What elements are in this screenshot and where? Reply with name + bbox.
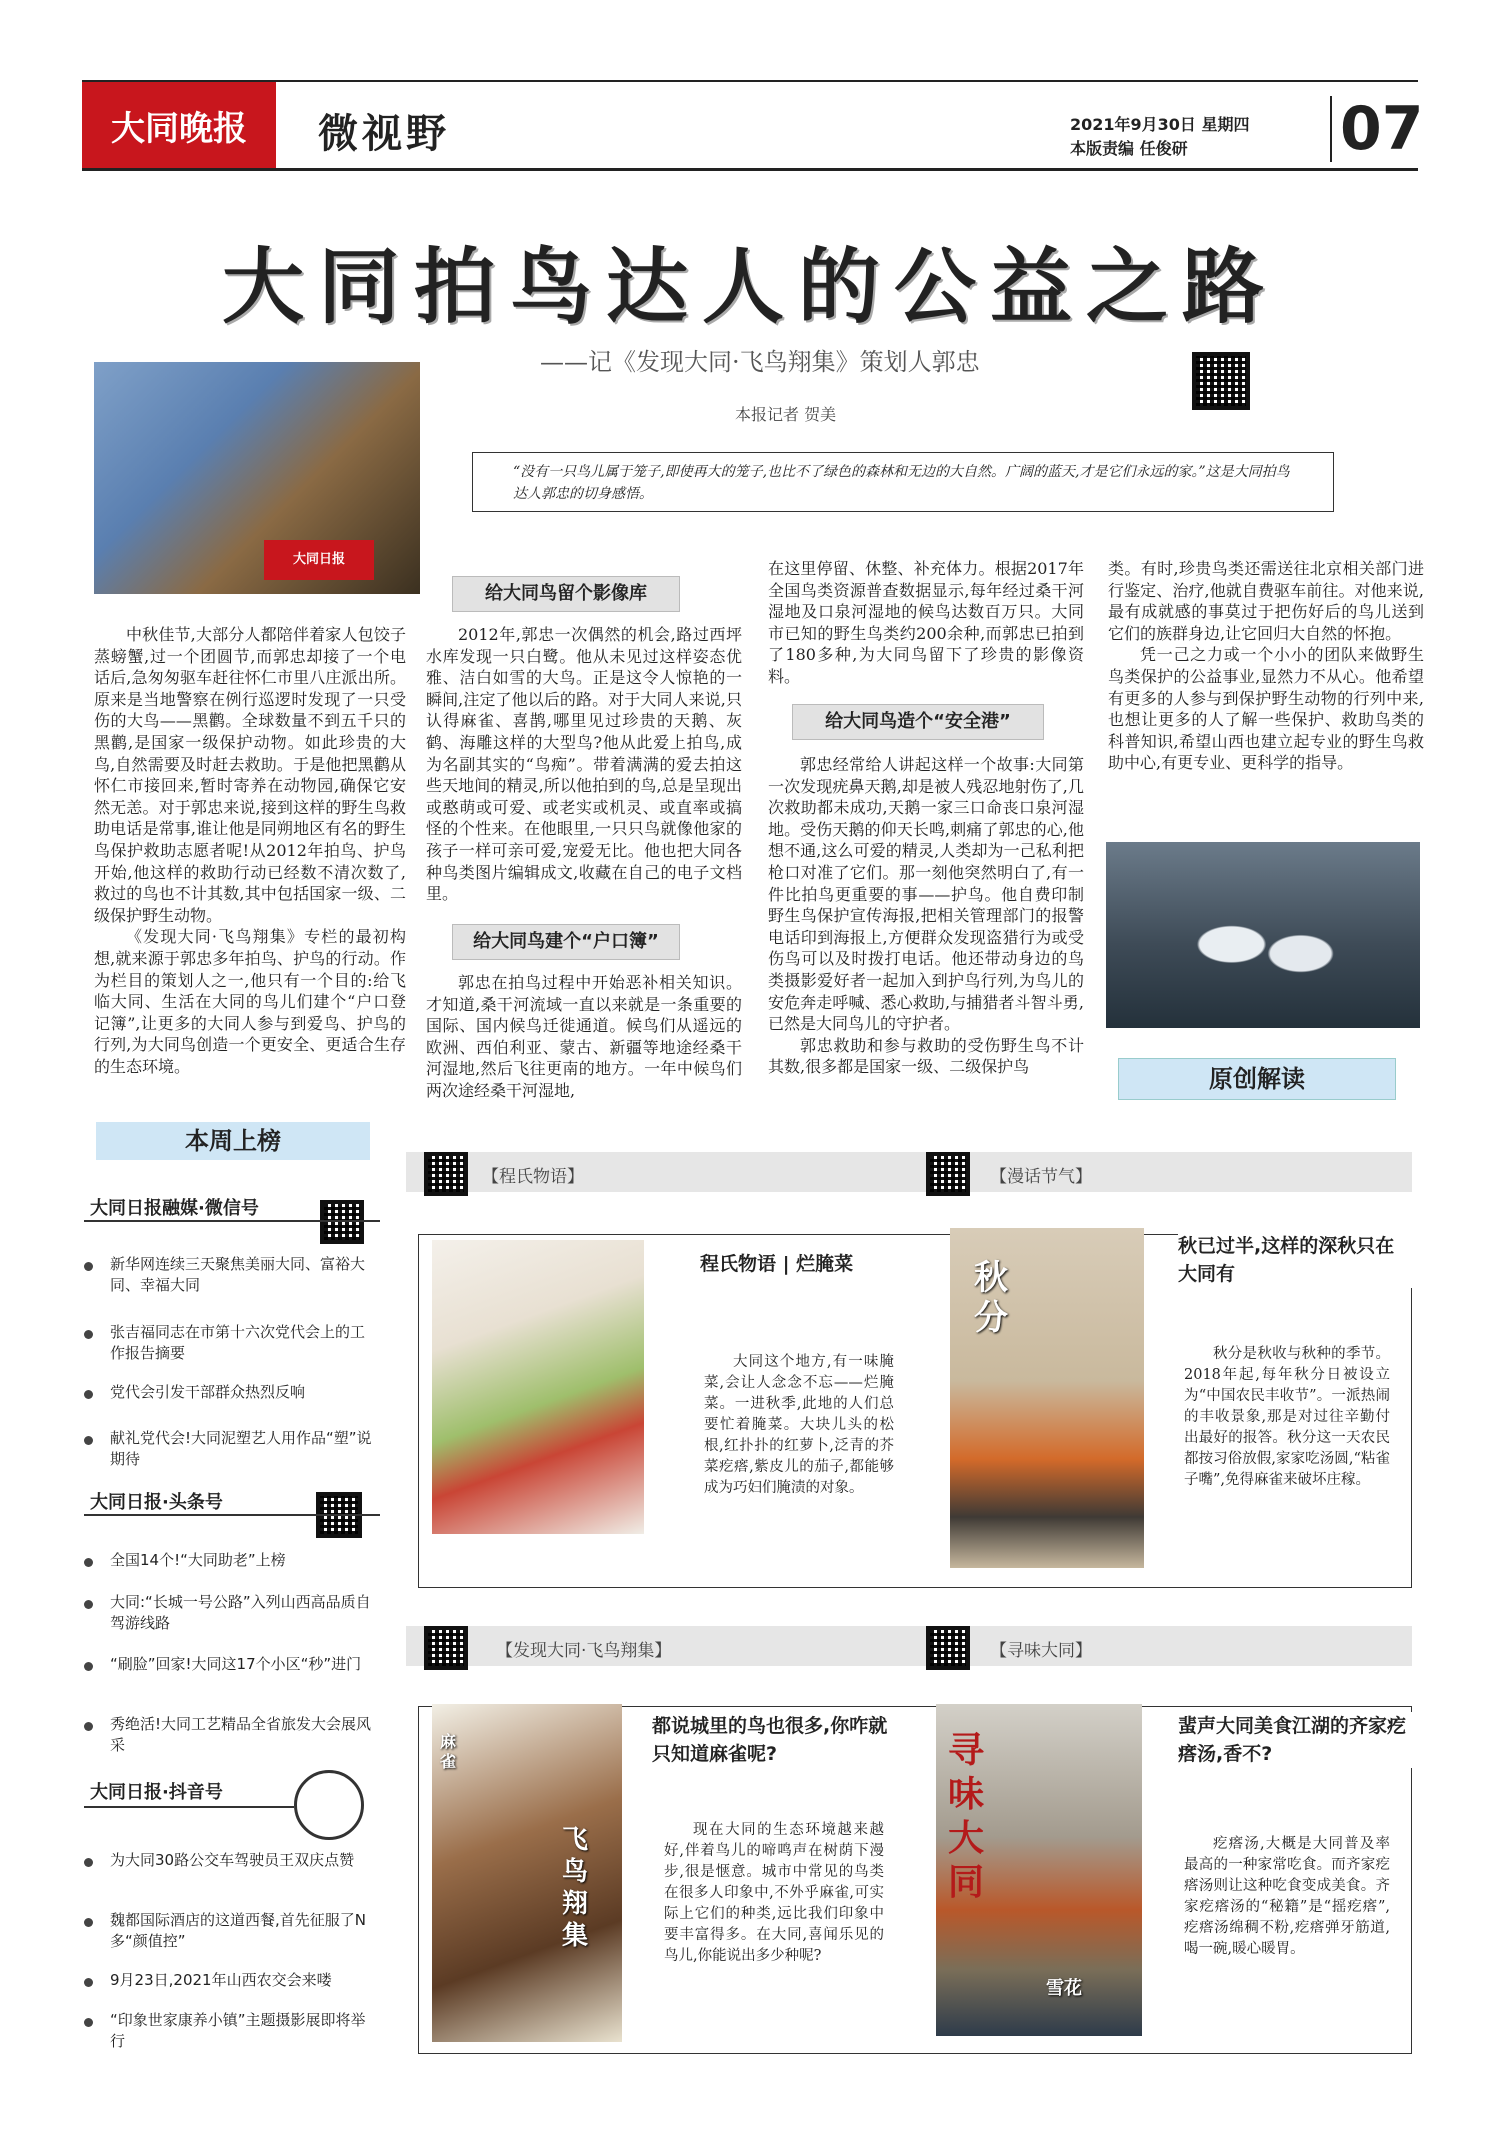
- article-byline: 本报记者 贺美: [735, 405, 837, 424]
- card-title[interactable]: 蜚声大同美食江湖的齐家疙瘩汤,香不?: [1178, 1712, 1412, 1768]
- bullet: [84, 1436, 93, 1445]
- subheading-image-library: 给大同鸟留个影像库: [452, 576, 680, 612]
- poster-title: 秋分: [974, 1258, 1008, 1338]
- article-column-3b: [768, 754, 1084, 1078]
- card-qr-code[interactable]: [424, 1626, 468, 1670]
- rank-item[interactable]: 9月23日,2021年山西农交会来喽: [110, 1971, 332, 1989]
- photo-caption-badge: 大同日报: [264, 540, 374, 580]
- rank-item[interactable]: 新华网连续三天聚焦美丽大同、富裕大同、幸福大同: [110, 1255, 366, 1294]
- paragraph: 郭忠救助和参与救助的受伤野生鸟不计其数,很多都是国家一级、二级保护鸟: [768, 1035, 1084, 1077]
- wechat-qr-code[interactable]: [320, 1200, 364, 1244]
- soup-poster: [936, 1704, 1142, 2036]
- article-title: 大同拍鸟达人的公益之路: [221, 240, 1278, 335]
- paragraph: 类。有时,珍贵鸟类还需送往北京相关部门进行鉴定、治疗,他就自费驱车前往。对他来说,最有成就感的事莫过于把伤好后的鸟儿送到它们的族群身边,让它回归大自然的怀抱。: [1108, 559, 1424, 643]
- card-excerpt: [704, 1352, 894, 1499]
- card-tag: 【发现大同·飞鸟翔集】: [496, 1641, 672, 1661]
- paragraph: 郭忠经常给人讲起这样一个故事:大同第一次发现疣鼻天鹅,却是被人残忍地射伤了,几次救助都未成功,天鹅一家三口命丧口泉河湿地。受伤天鹅的仰天长鸣,刺痛了郭忠的心,他想不通,这么可爱的精灵,人类却为一己私利把枪口对准了它们。那一刻他突然明白了,有一件比拍鸟更重要的事——护鸟。他自费印制野生鸟保护宣传海报,把相关管理部门的报警电话印到海报上,方便群众发现盗猎行为或受伤鸟可以及时拨打电话。他还带动身边的鸟类摄影爱好者一起加入到护鸟行列,为鸟儿的安危奔走呼喊、悉心救助,与捕猎者斗智斗勇,已然是大同鸟儿的守护者。: [768, 755, 1084, 1034]
- rank-group-douyin: 大同日报·抖音号: [90, 1782, 223, 1803]
- article-qr-code[interactable]: [1192, 352, 1250, 410]
- rank-item[interactable]: “印象世家康养小镇”主题摄影展即将举行: [110, 2011, 366, 2050]
- article-column-3a: [768, 558, 1084, 688]
- poster-brand: 雪花: [1046, 1978, 1082, 1999]
- issue-date: 2021年9月30日 星期四: [1070, 115, 1250, 134]
- paragraph: 凭一己之力或一个小小的团队来做野生鸟类保护的公益事业,显然力不从心。他希望有更多的人参与到保护野生动物的行列中来,也想让更多的人了解一些保护、救助鸟类的科普知识,希望山西也建立起专业的野生鸟救助中心,有更专业、更科学的指导。: [1108, 645, 1424, 773]
- article-column-4: [1108, 558, 1424, 774]
- rank-item[interactable]: 大同:“长城一号公路”入列山西高品质自驾游线路: [110, 1593, 371, 1632]
- bullet: [84, 1918, 93, 1927]
- article-subtitle: ——记《发现大同·飞鸟翔集》策划人郭忠: [540, 348, 980, 376]
- card-excerpt: [664, 1820, 884, 1967]
- paragraph: 疙瘩汤,大概是大同普及率最高的一种家常吃食。而齐家疙瘩汤则让这种吃食变成美食。齐家疙瘩汤的“秘籍”是“摇疙瘩”,疙瘩汤绵稠不粉,疙瘩弹牙筋道,喝一碗,暖心暖胃。: [1184, 1836, 1390, 1957]
- rank-divider: [84, 1514, 380, 1516]
- bullet: [84, 1858, 93, 1867]
- subheading-household-register: 给大同鸟建个“户口簿”: [452, 924, 680, 960]
- card-qr-code[interactable]: [926, 1626, 970, 1670]
- card-title[interactable]: 程氏物语 | 烂腌菜: [700, 1250, 920, 1278]
- paragraph: 大同这个地方,有一味腌菜,会让人念念不忘——烂腌菜。一进秋季,此地的人们总要忙着腌菜。大块儿头的松根,红扑扑的红萝卜,泛青的芥菜疙瘩,紫皮儿的茄子,都能够成为巧妇们腌渍的对象。: [704, 1354, 894, 1496]
- paper-name: 大同晚报: [111, 108, 247, 149]
- rank-divider: [84, 1220, 380, 1222]
- card-tag: 【漫话节气】: [990, 1167, 1092, 1187]
- paper-logo: [82, 82, 276, 168]
- rank-item[interactable]: 为大同30路公交车驾驶员王双庆点赞: [110, 1851, 355, 1869]
- bullet: [84, 1262, 93, 1271]
- rank-item[interactable]: 张吉福同志在市第十六次党代会上的工作报告摘要: [110, 1323, 366, 1362]
- card-tag: 【寻味大同】: [990, 1641, 1092, 1661]
- paragraph: 现在大同的生态环境越来越好,伴着鸟儿的啼鸣声在树荫下漫步,很是惬意。城市中常见的鸟类在很多人印象中,不外乎麻雀,可实际上它们的种类,远比我们印象中要丰富得多。在大同,喜闻乐见的鸟儿,你能说出多少种呢?: [664, 1822, 884, 1964]
- paragraph: 2012年,郭忠一次偶然的机会,路过西坪水库发现一只白鹭。他从未见过这样姿态优雅、洁白如雪的大鸟。正是这令人惊艳的一瞬间,注定了他以后的路。对于大同人来说,只认得麻雀、喜鹊,哪里见过珍贵的天鹅、灰鹤、海雕这样的大型鸟?他从此爱上拍鸟,成为名副其实的“鸟痴”。带着满满的爱去拍这些天地间的精灵,所以他拍到的鸟,总是呈现出或憨萌或可爱、或老实或机灵、或直率或搞怪的个性来。在他眼里,一只只鸟就像他家的孩子一样可亲可爱,宠爱无比。他也把大同各种鸟类图片编辑成文,收藏在自己的电子文档里。: [426, 625, 742, 904]
- bullet: [84, 1558, 93, 1567]
- autumn-equinox-poster: [950, 1228, 1144, 1568]
- bullet: [84, 1600, 93, 1609]
- section-name: 微视野: [318, 110, 450, 157]
- sparrow-poster: [432, 1704, 622, 2042]
- bullet: [84, 2018, 93, 2027]
- douyin-logo-icon[interactable]: [294, 1770, 364, 1840]
- card-excerpt: [1184, 1834, 1390, 1960]
- pull-quote: “没有一只鸟儿属于笼子,即使再大的笼子,也比不了绿色的森林和无边的大自然。广阔的蓝天,才是它们永远的家。”这是大同拍鸟达人郭忠的切身感悟。: [472, 452, 1334, 512]
- portrait-photo: [94, 362, 420, 594]
- poster-title: 飞鸟翔集: [562, 1825, 589, 1951]
- article-column-1: [94, 624, 406, 1077]
- header-divider: [1330, 96, 1332, 162]
- rank-group-toutiao: 大同日报·头条号: [90, 1492, 223, 1513]
- rank-group-wechat: 大同日报融媒·微信号: [90, 1198, 259, 1219]
- card-qr-code[interactable]: [424, 1152, 468, 1196]
- rank-item[interactable]: 魏都国际酒店的这道西餐,首先征服了N多“颜值控”: [110, 1911, 366, 1950]
- article-column-2a: [426, 624, 742, 905]
- card-excerpt: [1184, 1344, 1390, 1491]
- paragraph: 中秋佳节,大部分人都陪伴着家人包饺子蒸螃蟹,过一个团圆节,而郭忠却接了一个电话后,急匆匆驱车赶往怀仁市里八庄派出所。原来是当地警察在例行巡逻时发现了一只受伤的大鸟——黑鹳。全球数量不到五千只的黑鹳,是国家一级保护动物。如此珍贵的大鸟,自然需要及时赶去救助。于是他把黑鹳从怀仁市接回来,暂时寄养在动物园,确保它安然无恙。对于郭忠来说,接到这样的野生鸟救助电话是常事,谁让他是同朔地区有名的野生鸟保护救助志愿者呢!从2012年拍鸟、护鸟开始,他这样的救助行动已经数不清次数了,救过的鸟也不计其数,其中包括国家一级、二级保护野生动物。: [94, 625, 406, 925]
- rank-item[interactable]: 全国14个!“大同助老”上榜: [110, 1551, 286, 1569]
- rank-item[interactable]: 献礼党代会!大同泥塑艺人用作品“塑”说期待: [110, 1429, 372, 1468]
- bullet: [84, 1722, 93, 1731]
- paragraph: 《发现大同·飞鸟翔集》专栏的最初构想,就来源于郭忠多年拍鸟、护鸟的行动。作为栏目的策划人之一,他只有一个目的:给飞临大同、生活在大同的鸟儿们建个“户口登记簿”,让更多的大同人参与到爱鸟、护鸟的行列,为大同鸟创造一个更安全、更适合生存的生态环境。: [94, 927, 406, 1076]
- page-number: 07: [1340, 94, 1424, 164]
- rank-title: 本周上榜: [96, 1122, 370, 1160]
- original-interpretation-label: 原创解读: [1118, 1058, 1396, 1100]
- rank-item[interactable]: “刷脸”回家!大同这17个小区“秒”进门: [110, 1655, 362, 1673]
- card-tag: 【程氏物语】: [482, 1167, 584, 1187]
- card-qr-code[interactable]: [926, 1152, 970, 1196]
- bullet: [84, 1978, 93, 1987]
- paragraph: 秋分是秋收与秋种的季节。2018年起,每年秋分日被设立为“中国农民丰收节”。一派热闹的丰收景象,那是对过往辛勤付出最好的报答。秋分这一天农民都按习俗放假,家家吃汤圆,“粘雀子嘴”,免得麻雀来破坏庄稼。: [1184, 1346, 1390, 1488]
- rank-divider: [84, 1806, 294, 1808]
- header-bottom-rule: [82, 168, 1418, 171]
- rank-item[interactable]: 秀绝活!大同工艺精品全省旅发大会展风采: [110, 1715, 372, 1754]
- pickle-photo: [432, 1240, 644, 1534]
- bullet: [84, 1390, 93, 1399]
- poster-tag: 麻雀: [440, 1732, 457, 1771]
- poster-title: 寻味大同: [948, 1729, 985, 1903]
- card-title[interactable]: 都说城里的鸟也很多,你咋就只知道麻雀呢?: [652, 1712, 896, 1768]
- bullet: [84, 1330, 93, 1339]
- card-title[interactable]: 秋已过半,这样的深秋只在大同有: [1178, 1232, 1412, 1288]
- header-top-rule: [82, 80, 1418, 82]
- article-column-2b: [426, 972, 742, 1102]
- rank-item[interactable]: 党代会引发干部群众热烈反响: [110, 1383, 306, 1401]
- page-editor: 本版责编 任俊研: [1070, 139, 1188, 158]
- subheading-safe-harbor: 给大同鸟造个“安全港”: [792, 704, 1044, 740]
- bullet: [84, 1662, 93, 1671]
- swan-photo: [1106, 842, 1420, 1028]
- paragraph: 郭忠在拍鸟过程中开始恶补相关知识。才知道,桑干河流域一直以来就是一条重要的国际、国内候鸟迁徙通道。候鸟们从遥远的欧洲、西伯利亚、蒙古、新疆等地途经桑干河湿地,然后飞往更南的地方。一年中候鸟们两次途经桑干河湿地,: [426, 973, 742, 1100]
- paragraph: 在这里停留、休整、补充体力。根据2017年全国鸟类资源普查数据显示,每年经过桑干河湿地及口泉河湿地的候鸟达数百万只。大同市已知的野生鸟类约200余种,而郭忠已拍到了180多种,为大同鸟留下了珍贵的影像资料。: [768, 559, 1084, 686]
